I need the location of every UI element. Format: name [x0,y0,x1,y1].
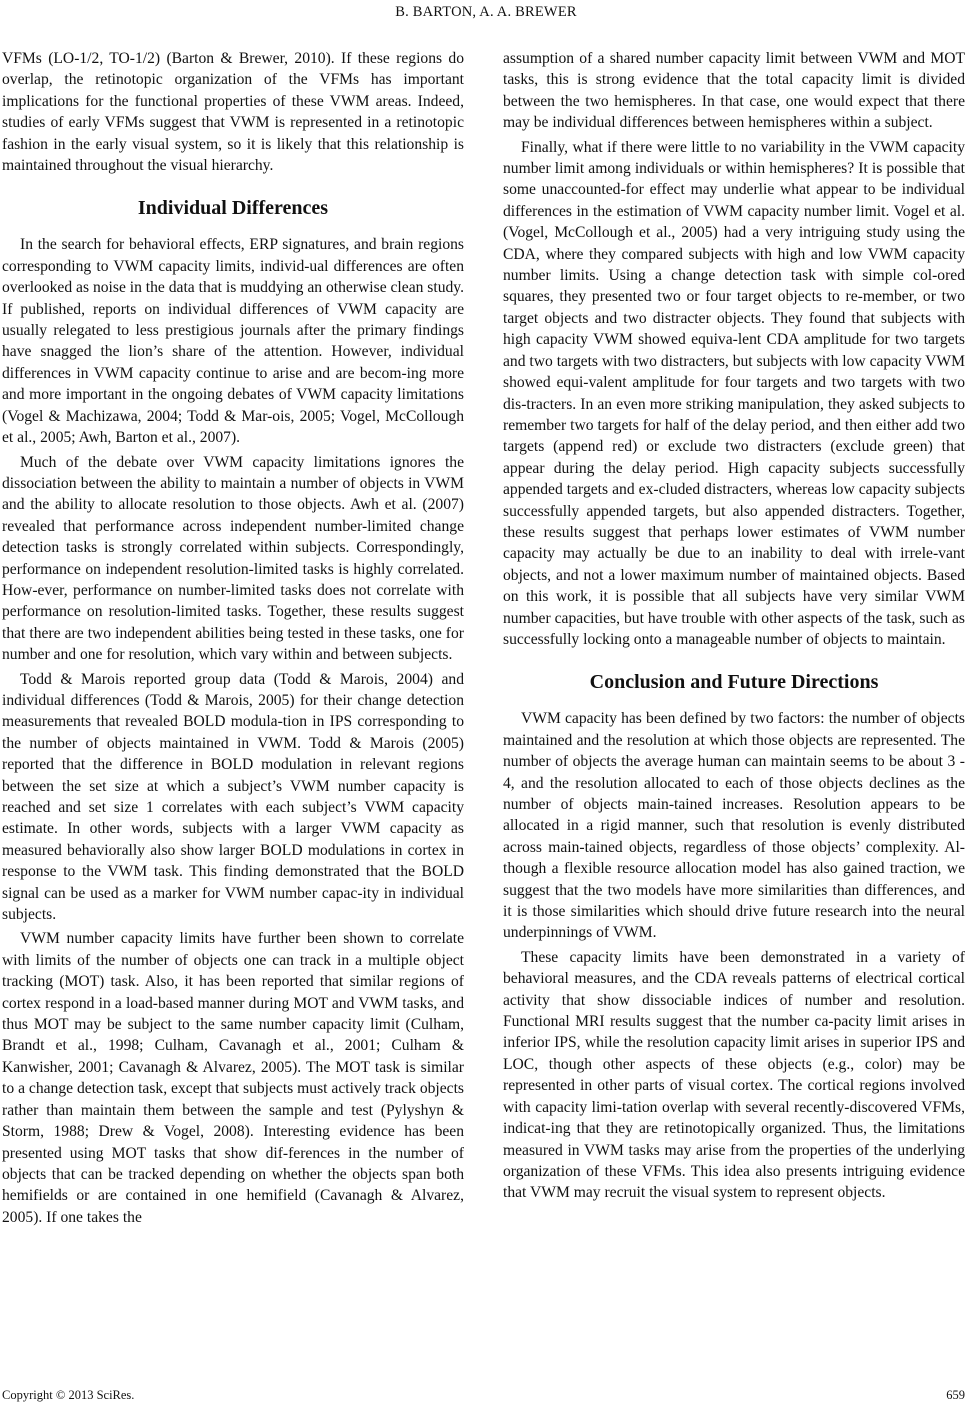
left-paragraph-4: VWM number capacity limits have further been shown to correlate with limits of the number of objects one can track in a multiple object tracking (MOT) task. Also, it has been reported that similar regions of cortex respond in a load-based manner during MOT and VWM tasks, and thus MOT may be subject to the same number capacity limit (Culham, Brandt et al., 1998; Culham, Cavanagh et al., 2001; Culham & Kanwisher, 2001; Cavanagh & Alvarez, 2005). The MOT task is similar to a change detection task, except that subjects must actively track objects rather than maintain them between the sample and test (Pylyshyn & Storm, 1988; Drew & Vogel, 2008). Interesting evidence has been presented using MOT tasks that show dif-ferences in the number of objects that can be tracked depending on whether the objects span both hemifields or are contained in one hemifield (Cavanagh & Alvarez, 2005). If one takes the [2,930,464,1226]
running-head: B. BARTON, A. A. BREWER [395,4,577,20]
left-paragraph-1: In the search for behavioral effects, ERP signatures, and brain regions corresponding to VWM capacity limits, individ-ual differences are often overlooked as noise in the data that is muddying an otherwise clean study. If published, reports on individual differences of VWM capacity are usually relegated to less prestigious journals after the primary findings have snagged the lion’s share of the attention. However, individual differences in VWM capacity continue to arise and are becom-ing more and more important in the ongoing debates of VWM capacity limitations (Vogel & Machizawa, 2004; Todd & Mar-ois, 2005; Vogel, McCollough et al., 2005; Awh, Barton et al., 2007). [2,236,464,447]
left-paragraph-3: Todd & Marois reported group data (Todd & Marois, 2004) and individual differences (Todd & Marois, 2005) for their change detection measurements that revealed BOLD modula-tion in IPS corresponding to the number of objects maintained in VWM. Todd & Marois (2005) reported that the difference in BOLD modulation in relevant regions between the set size at which a subject’s VWM number capacity is reached and set size 1 correlates with each subject’s VWM capacity estimate. In other words, subjects with a larger VWM capacity as measured behaviorally also show larger BOLD modulations in cortex in response to the VWM task. This finding demonstrated that the BOLD signal can be used as a marker for VWM number capac-ity in individual subjects. [2,670,464,924]
section-heading-individual-differences: Individual Differences [137,197,329,220]
right-paragraph-1: Finally, what if there were little to no variability in the VWM capacity number limit among individuals or within hemispheres? It is possible that some unaccounted-for effect may underlie what appear to be individual differences in the estimation of VWM capacity number limit. Vogel et al. (Vogel, McCollough et al., 2005) had a very intriguing study using the CDA, where they compared subjects with high and low VWM capacity number limits. Using a change detection task with simple col-ored squares, they presented two or four target objects to re-member, or two target objects and two distracter objects. They found that subjects with high capacity VWM showed equiva-lent CDA amplitude for two targets and two targets with two distracters, but subjects with low capacity VWM showed equi-valent amplitude for four targets and two targets with two dis-tracters. In an even more striking manipulation, they asked subjects to remember two targets for half of the delay period, and then either add two targets (append red) or exclude two distracters (exclude green) that appear during the delay period. High capacity subjects successfully appended targets and ex-cluded distracters, whereas low capacity subjects successfully appended targets, but also appended distracters. Together, these results suggest that perhaps lower estimates of VWM number capacity may actually be due to an inability to deal with irrele-vant objects, and not a lower maximum number of maintained objects. Based on this work, it is possible that all subjects have very similar VWM number capacities, but have trouble with other aspects of the task, such as successfully locking onto a manageable number of objects to maintain. [503,138,965,648]
left-paragraph-continued: VFMs (LO-1/2, TO-1/2) (Barton & Brewer, 2010). If these regions do overlap, the retinotopic organization of the VFMs has important implications for the functional properties of these VWM areas. Indeed, studies of early VFMs suggest that VWM is represented in a retinotopic fashion in the early visual system, so it is likely that this relationship is maintained throughout the visual hierarchy. [2,50,464,175]
section-heading-conclusion: Conclusion and Future Directions [589,671,879,694]
copyright-notice: Copyright © 2013 SciRes. [2,1388,135,1402]
right-paragraph-continued: assumption of a shared number capacity limit between VWM and MOT tasks, this is strong evidence that the total capacity limit is divided between the two hemispheres. In that case, one would expect that there may be individual differences between hemispheres within a subject. [503,50,965,132]
right-paragraph-2: VWM capacity has been defined by two factors: the number of objects maintained and the resolution at which those objects are represented. The number of objects the average human can maintain seems to be about 3 - 4, and the resolution allocated to each of those objects declines as the number of objects main-tained increases. Resolution appears to be allocated in a rigid manner, such that resolution is evenly distributed across main-tained objects, regardless of those objects’ complexity. Al-though a flexible resource allocation model has also gained traction, we suggest that the two models have more similarities than differences, and it is those similarities which should drive future research into the neural underpinnings of VWM. [503,710,965,942]
left-paragraph-2: Much of the debate over VWM capacity limitations ignores the dissociation between the ability to maintain a number of objects in VWM and the ability to allocate resolution to those objects. Awh et al. (2007) revealed that performance across independent number-limited change detection tasks is strongly correlated within subjects. Correspondingly, performance on independent resolution-limited tasks is highly correlated. How-ever, performance on number-limited tasks does not correlate with performance on resolution-limited tasks. Together, these results suggest that there are two independent abilities being tested in these tasks, one for number and one for resolution, which vary within and between subjects. [2,453,464,664]
right-paragraph-3: These capacity limits have been demonstrated in a variety of behavioral measures, and the CDA reveals patterns of electrical cortical activity that show dissociable indices of number and resolution. Functional MRI results suggest that the number ca-pacity limit arises in inferior IPS, while the resolution capacity limit arises in superior IPS and LOC, though other aspects of these objects (e.g., color) may be represented in other parts of visual cortex. The cortical regions involved with capacity limi-tation overlap with several recently-discovered VFMs, indicat-ing that they are retinotopically organized. Thus, the limitations measured in VWM tasks may arise from the properties of the underlying organization of these VFMs. This idea also presents intriguing evidence that VWM may recruit the visual system to represent objects. [503,948,965,1202]
page-number: 659 [946,1388,965,1402]
right-column [503,48,965,1207]
left-column [2,48,464,1231]
